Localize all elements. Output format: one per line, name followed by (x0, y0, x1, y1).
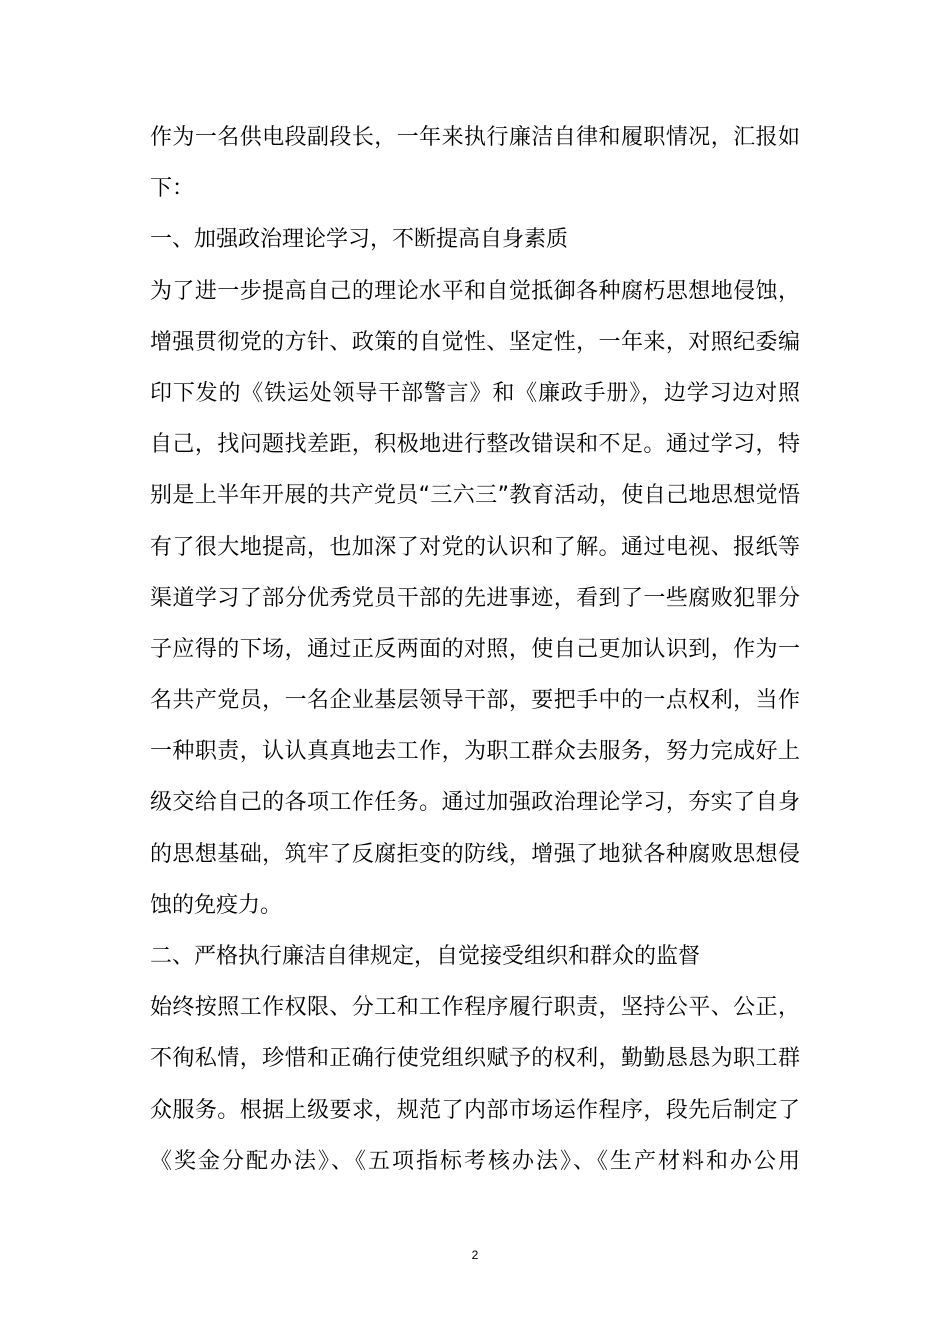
text-line: 《奖金分配办法》、《五项指标考核办法》、《生产材料和办公用 (150, 1148, 800, 1174)
text-line: 自己，找问题找差距，积极地进行整改错误和不足。通过学习，特 (150, 432, 800, 458)
section-heading: 二、严格执行廉洁自律规定，自觉接受组织和群众的监督 (150, 944, 701, 969)
page-number: 2 (471, 1248, 479, 1262)
text-line: 作为一名供电段副段长，一年来执行廉洁自律和履职情况，汇报如 (150, 125, 800, 150)
text-line: 别是上半年开展的共产党员“三六三”教育活动，使自己地思想觉悟 (150, 483, 800, 509)
text-line: 子应得的下场，通过正反两面的对照，使自己更加认识到，作为一 (150, 636, 800, 662)
text-line: 众服务。根据上级要求，规范了内部市场运作程序，段先后制定了 (150, 1097, 800, 1123)
text-line: 有了很大地提高，也加深了对党的认识和了解。通过电视、报纸等 (150, 534, 800, 560)
text-line: 始终按照工作权限、分工和工作程序履行职责，坚持公平、公正， (150, 995, 800, 1021)
text-line: 一种职责，认认真真地去工作，为职工群众去服务，努力完成好上 (150, 739, 800, 765)
text-line: 不徇私情，珍惜和正确行使党组织赋予的权利，勤勤恳恳为职工群 (150, 1046, 800, 1072)
text-line: 的思想基础，筑牢了反腐拒变的防线，增强了地狱各种腐败思想侵 (150, 841, 800, 867)
section-heading: 一、加强政治理论学习，不断提高自身素质 (150, 227, 569, 253)
text-line: 增强贯彻党的方针、政策的自觉性、坚定性，一年来，对照纪委编 (150, 329, 800, 355)
text-line: 名共产党员，一名企业基层领导干部，要把手中的一点权利，当作 (150, 688, 800, 714)
text-line: 级交给自己的各项工作任务。通过加强政治理论学习，夯实了自身 (150, 790, 800, 816)
text-line: 蚀的免疫力。 (150, 892, 283, 918)
text-line: 为了进一步提高自己的理论水平和自觉抵御各种腐朽思想地侵蚀， (150, 278, 800, 304)
text-line: 渠道学习了部分优秀党员干部的先进事迹，看到了一些腐败犯罪分 (150, 585, 800, 611)
text-line: 下： (150, 176, 195, 202)
text-line: 印下发的《铁运处领导干部警言》和《廉政手册》，边学习边对照 (150, 380, 800, 406)
body-text (150, 112, 800, 1187)
